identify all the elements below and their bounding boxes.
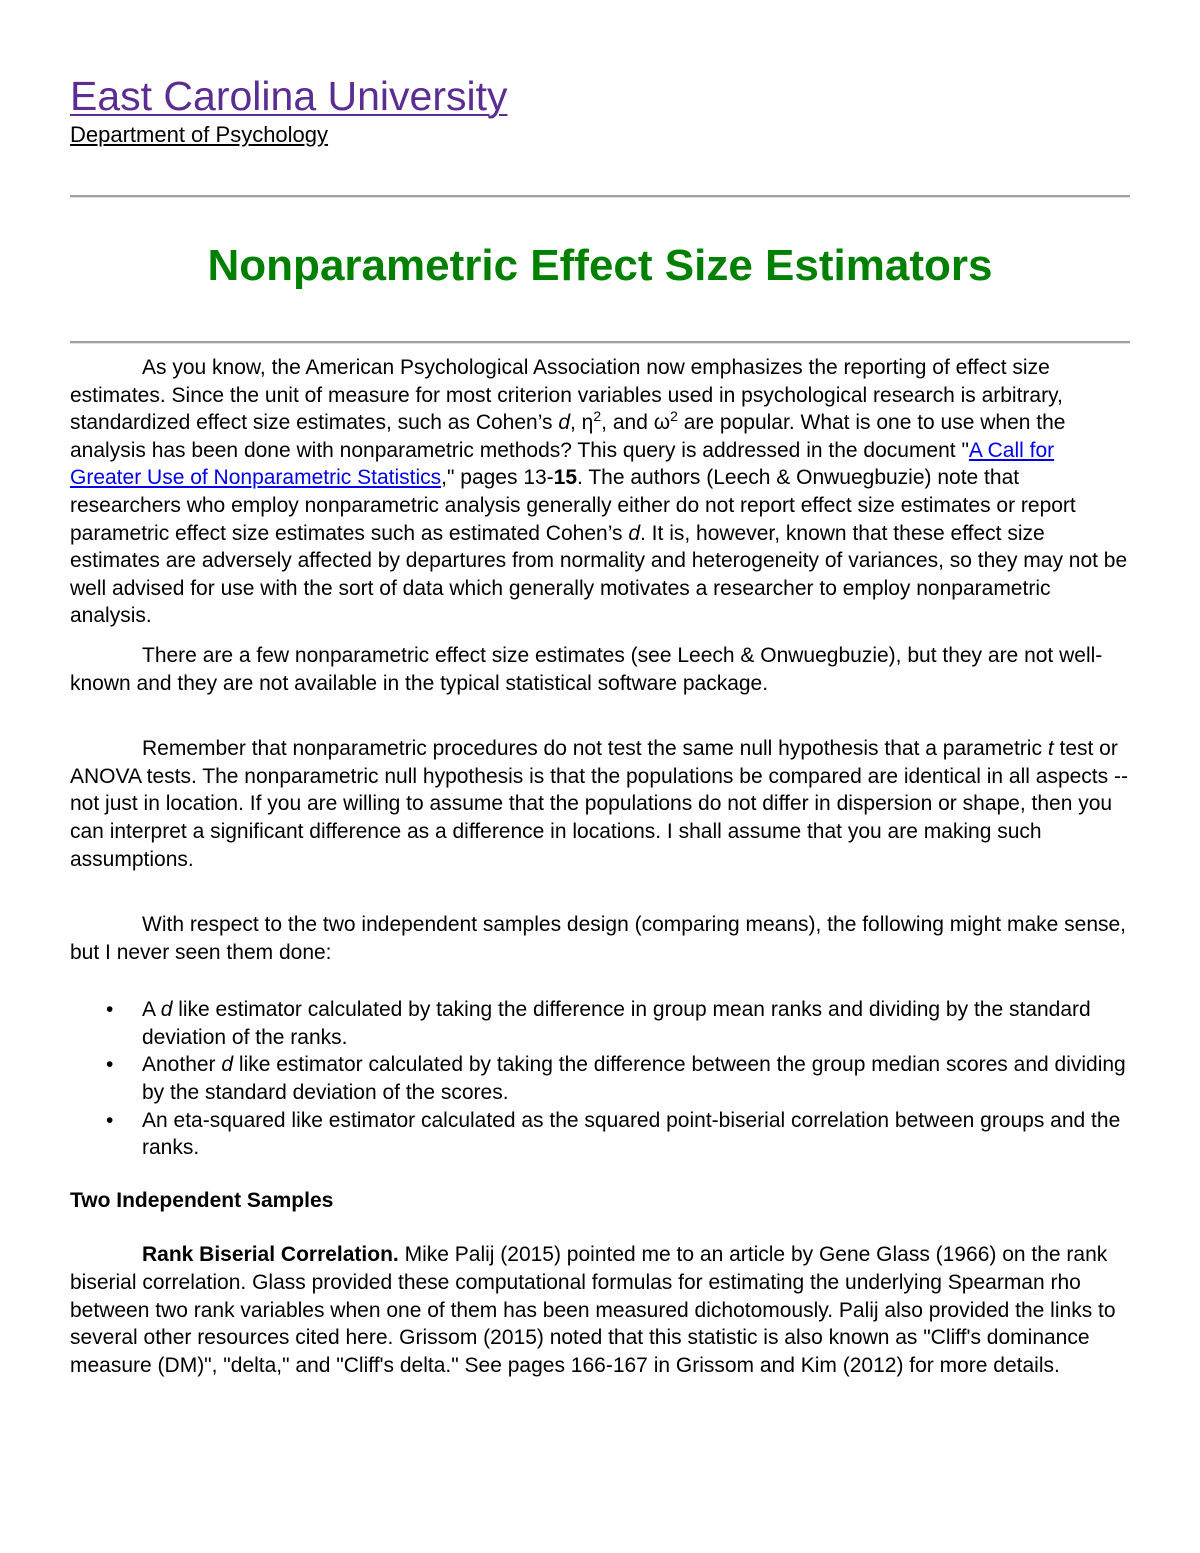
paragraph-two-samples-design: With respect to the two independent samples design (comparing means), the following might make sense, but I never seen them done: <box>70 913 1127 964</box>
estimator-list <box>70 996 1130 1162</box>
paragraph-intro: As you know, the American Psychological Association now emphasizes the reporting of effect size estimates. Since the unit of measure for most criterion variables used in psychological research is arbitrary, standardized effect size estimates, such as Cohen’s d, $\eta^2$, and $\omega^2$ are popular. What is one to use when the analysis has been done with nonparametric methods? This query is addressed in the document "A Call for Greater Use of Nonparametric Statistics," pages 13-15. The authors (Leech & Onwuegbuzie) note that researchers who employ nonparametric analysis generally either do not report effect size estimates or report parametric effect size estimates such as estimated Cohen’s d. It is, however, known that these effect size estimates are adversely affected by departures from normality and heterogeneity of variances, so they may not be well advised for use with the sort of data which generally motivates a researcher to employ nonparametric analysis. <box>70 356 1128 628</box>
department-link[interactable]: Department of Psychology <box>70 122 329 147</box>
list-item: • A d like estimator calculated by taking the difference in group mean ranks and dividing by the standard deviation of the ranks. <box>106 998 1091 1049</box>
top-divider <box>70 195 1130 198</box>
nonparametric-statistics-link[interactable]: A Call for Greater Use of Nonparametric Statistics <box>70 438 1055 490</box>
bullet-icon: • <box>106 1108 114 1132</box>
paragraph-null-hypothesis: Remember that nonparametric procedures do not test the same null hypothesis that a parametric t test or ANOVA tests. The nonparametric null hypothesis is that the populations be compared are identical in all aspects -- not just in location. If you are willing to assume that the populations do not differ in dispersion or shape, then you can interpret a significant difference as a difference in locations. I shall assume that you are making such assumptions. <box>70 737 1128 871</box>
university-link[interactable]: East Carolina University <box>70 73 508 119</box>
document-page <box>70 72 1130 1379</box>
bullet-icon: • <box>106 1053 114 1077</box>
section-heading: Two Independent Samples <box>70 1188 334 1212</box>
page-title: Nonparametric Effect Size Estimators <box>207 241 993 290</box>
list-item: • An eta-squared like estimator calculated as the squared point-biserial correlation between groups and the ranks. <box>106 1108 1121 1160</box>
paragraph-available-estimates: There are a few nonparametric effect size estimates (see Leech & Onwuegbuzie), but they are not well-known and they are not available in the typical statistical software package. <box>70 643 1103 695</box>
title-divider <box>70 341 1130 344</box>
bullet-icon: • <box>106 998 114 1022</box>
list-item: • Another d like estimator calculated by taking the difference between the group median scores and dividing by the standard deviation of the scores. <box>106 1053 1126 1105</box>
document-body <box>70 354 1130 1379</box>
paragraph-rank-biserial: Rank Biserial Correlation. Mike Palij (2015) pointed me to an article by Gene Glass (1966) on the rank biserial correlation. Glass provided these computational formulas for estimating the underlying Spearman rho between two rank variables when one of them has been measured dichotomously. Palij also provided the links to several other resources cited here. Grissom (2015) noted that this statistic is also known as "Cliff's dominance measure (DM)", "delta," and "Cliff's delta." See pages 166-167 in Grissom and Kim (2012) for more details. <box>70 1243 1116 1377</box>
